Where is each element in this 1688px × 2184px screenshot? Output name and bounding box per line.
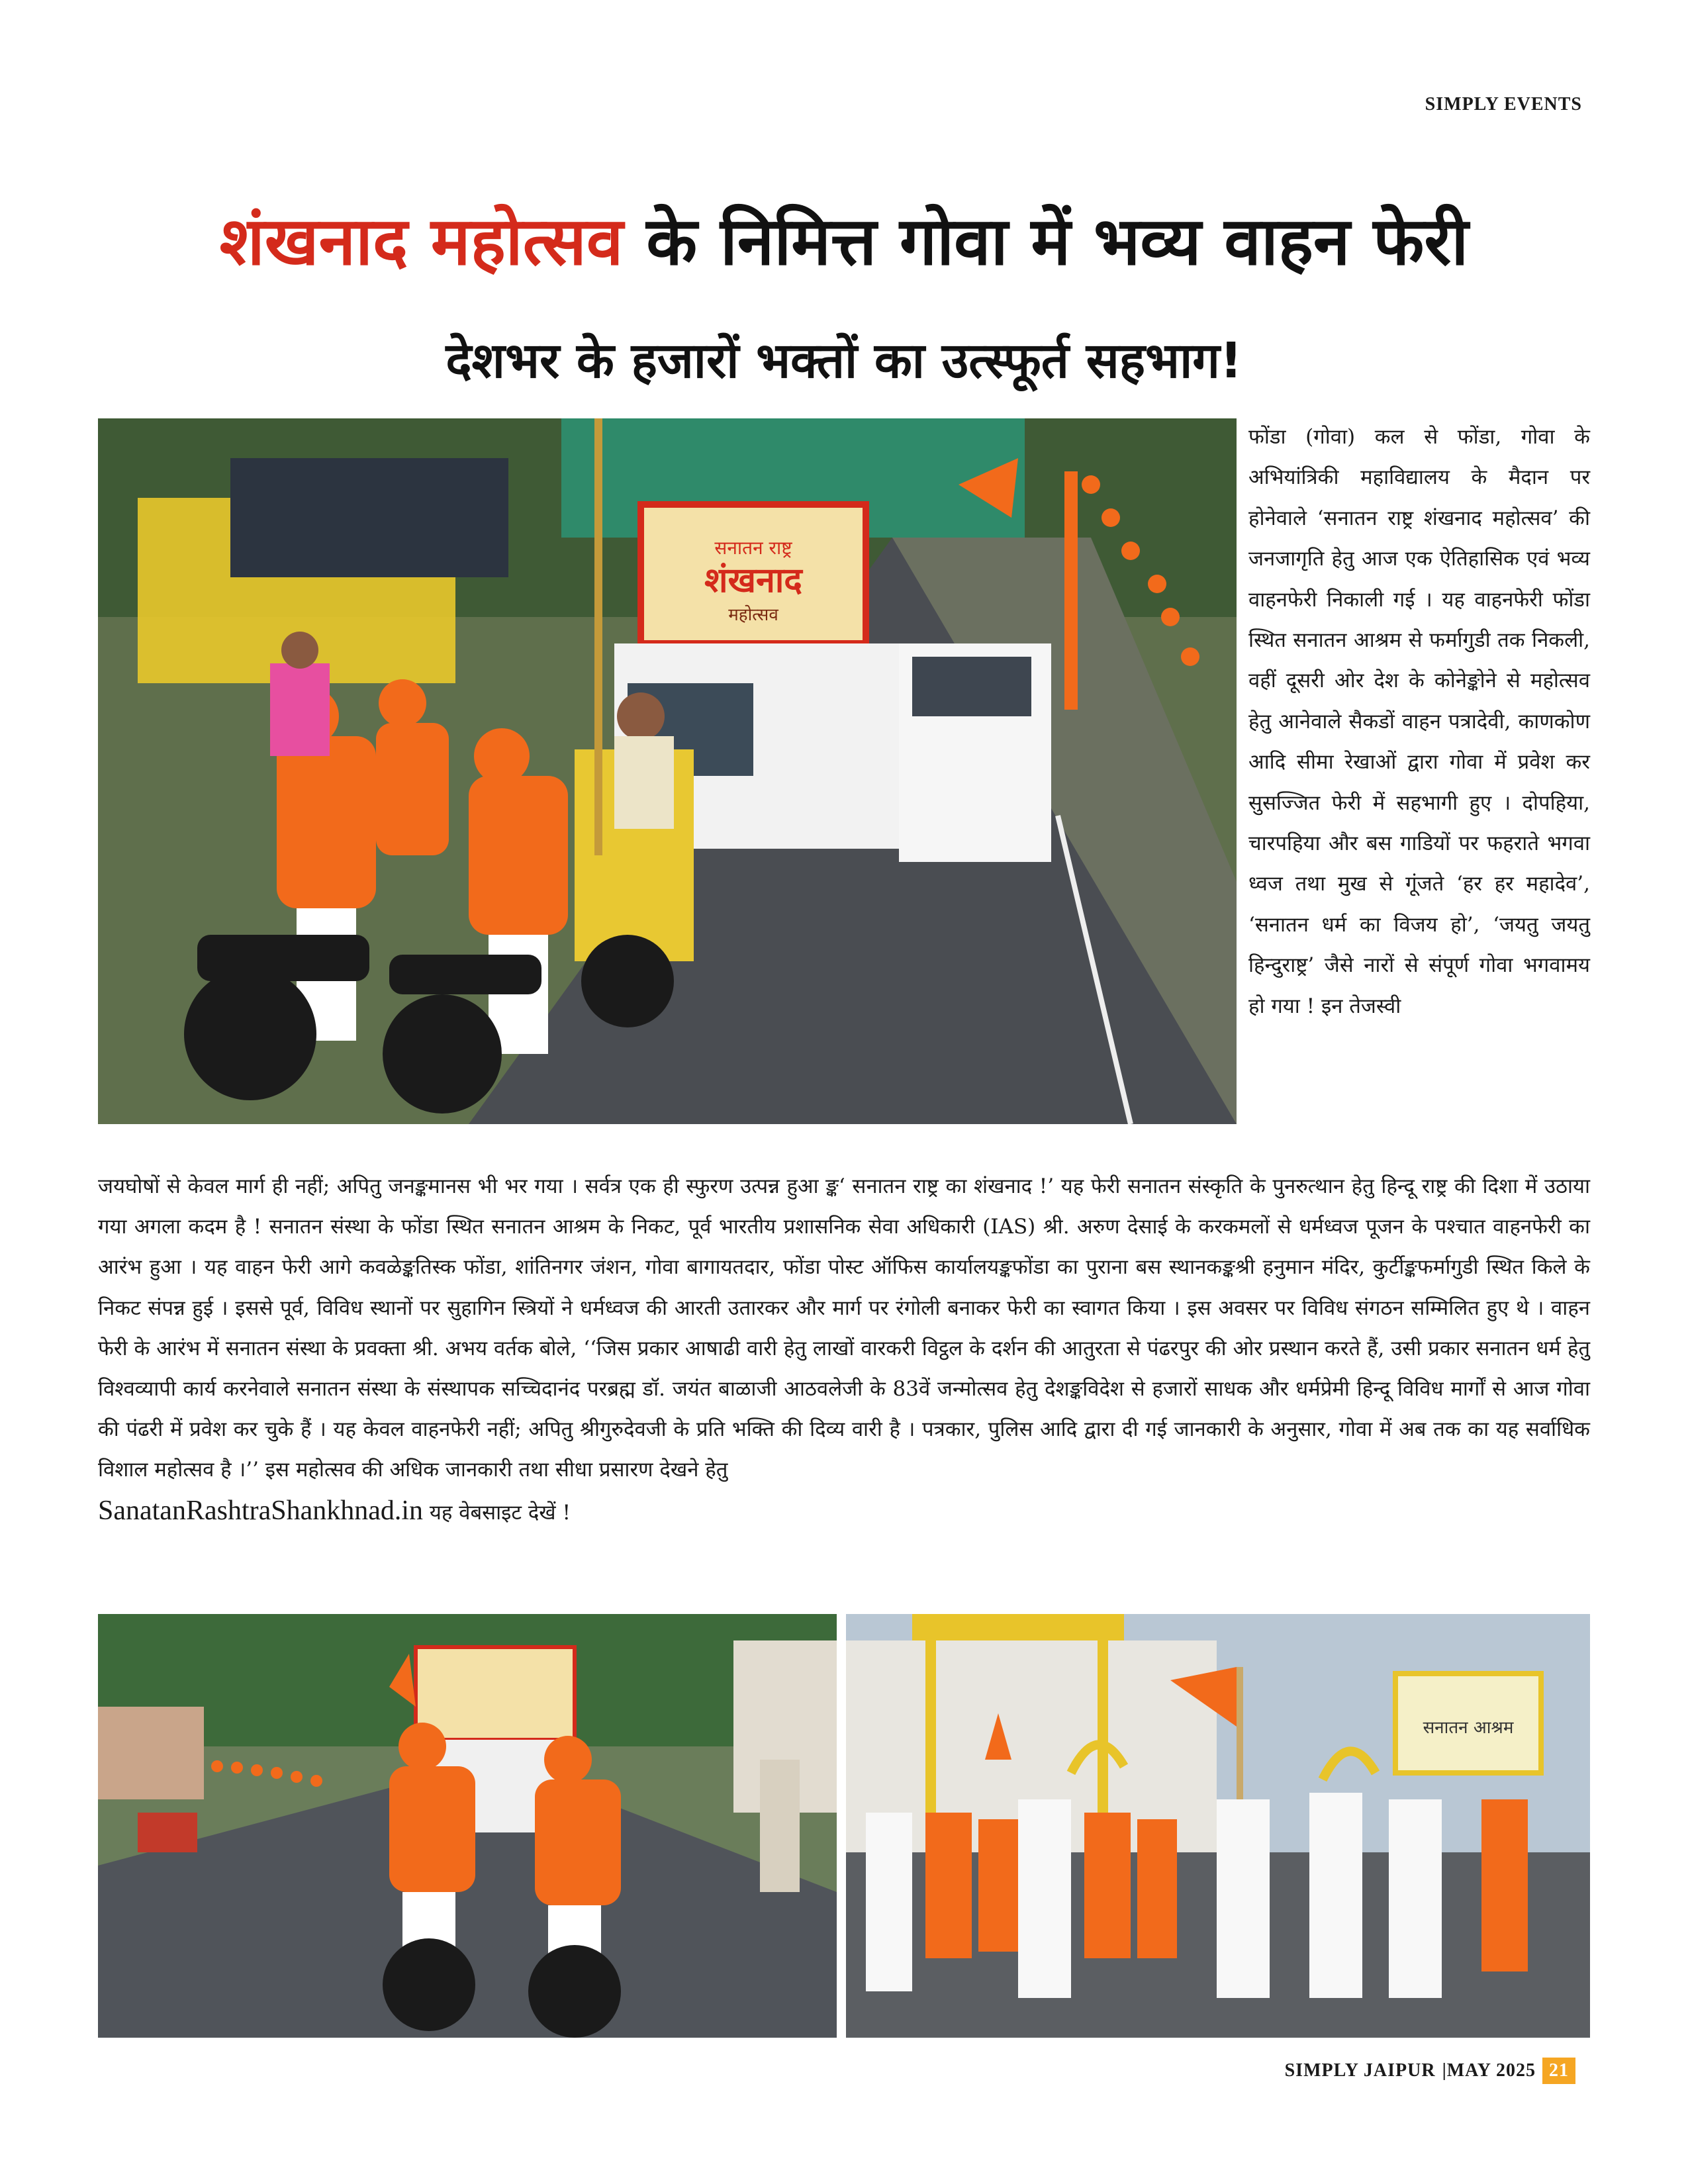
magazine-name: SIMPLY JAIPUR: [1284, 2060, 1436, 2081]
dharmadhwaj-pujan-photo: [846, 1614, 1590, 2038]
banner-line3: महोत्सव: [728, 605, 778, 625]
article-side-column: फोंडा (गोवा) कल से फोंडा, गोवा के अभियांत्रिकी महाविद्यालय के मैदान पर होनेवाले ‘सनातन राष्ट्र शंखनाद महोत्सव’ की जनजागृति हेतु आज एक ऐतिहासिक एवं भव्य वाहनफेरी निकाली गई । यह वाहनफेरी फोंडा स्थित सनातन आश्रम से फर्मागुडी तक निकली, वहीं दूसरी ओर देश के कोनेङ्कोने से महोत्सव हेतु आनेवाले सैकडों वाहन पत्रादेवी, काणकोण आदि सीमा रेखाओं द्वारा गोवा में प्रवेश कर सुसज्जित फेरी में सहभागी हुए । दोपहिया, चारपहिया और बस गाडियों पर फहराते भगवा ध्वज तथा मुख से गूंजते ‘हर हर महादेव’, ‘सनातन धर्म का विजय हो’, ‘जयतु जयतु हिन्दुराष्ट्र’ जैसे नारों से संपूर्ण गोवा भगवामय हो गया ! इन तेजस्वी: [1248, 425, 1590, 1018]
website-suffix: यह वेबसाइट देखें !: [423, 1500, 571, 1525]
banner-line1: सनातन राष्ट्र: [714, 537, 792, 559]
rally-street-photo: [98, 1614, 837, 2038]
rally-main-photo: [98, 418, 1237, 1124]
section-tag: SIMPLY EVENTS: [1425, 94, 1582, 115]
page-footer: [1285, 2056, 1575, 2085]
headline-rest: के निमित्त गोवा में भव्य वाहन फेरी: [646, 203, 1469, 280]
page-number-badge: 21: [1542, 2058, 1575, 2084]
article-body: [98, 1166, 1590, 1590]
banner-line2: शंखनाद: [704, 561, 802, 600]
headline-highlight: शंखनाद महोत्सव: [219, 203, 624, 280]
headline: [0, 192, 1688, 291]
ashram-sign: सनातन आश्रम: [1423, 1718, 1514, 1738]
issue-date: |MAY 2025: [1442, 2060, 1536, 2081]
article-body-paragraph: जयघोषों से केवल मार्ग ही नहीं; अपितु जनङ्कमानस भी भर गया । सर्वत्र एक ही स्फुरण उत्पन्न हुआ ङ्क‘ सनातन राष्ट्र का शंखनाद !’ यह फेरी सनातन संस्कृति के पुनरुत्थान हेतु हिन्दू राष्ट्र की दिशा में उठाया गया अगला कदम है ! सनातन संस्था के फोंडा स्थित सनातन आश्रम के निकट, पूर्व भारतीय प्रशासनिक सेवा अधिकारी (IAS) श्री. अरुण देसाई के करकमलों से धर्मध्वज पूजन के पश्चात वाहनफेरी का आरंभ हुआ । यह वाहन फेरी आगे कवळेङ्कतिस्क फोंडा, शांतिनगर जंशन, गोवा बागायतदार, फोंडा पोस्ट ऑफिस कार्यालयङ्कफोंडा का पुराना बस स्थानकङ्कश्री हनुमान मंदिर, कुर्टीङ्कफर्मागुडी स्थित किले के निकट संपन्न हुई । इससे पूर्व, विविध स्थानों पर सुहागिन स्त्रियों ने धर्मध्वज की आरती उतारकर और मार्ग पर रंगोली बनाकर फेरी का स्वागत किया । इस अवसर पर विविध संगठन सम्मिलित हुए थे । वाहन फेरी के आरंभ में सनातन संस्था के प्रवक्ता श्री. अभय वर्तक बोले, ‘‘जिस प्रकार आषाढी वारी हेतु लाखों वारकरी विट्ठल के दर्शन की आतुरता से पंढरपुर की ओर प्रस्थान करते हैं, उसी प्रकार सनातन धर्म हेतु विश्वव्यापी कार्य करनेवाले सनातन संस्था के संस्थापक सच्चिदानंद परब्रह्म डॉ. जयंत बाळाजी आठवलेजी के 83वें जन्मोत्सव हेतु देशङ्कविदेश से हजारों साधक और धर्मप्रेमी हिन्दू विविध मार्गों से आज गोवा की पंढरी में प्रवेश कर चुके हैं । यह केवल वाहनफेरी नहीं; अपितु श्रीगुरुदेवजी के प्रति भक्ति की दिव्य वारी है । पत्रकार, पुलिस आदि द्वारा दी गई जानकारी के अनुसार, गोवा में अब तक का यह सर्वाधिक विशाल महोत्सव है ।’’ इस महोत्सव की अधिक जानकारी तथा सीधा प्रसारण देखने हेतु: [98, 1174, 1590, 1482]
website-link[interactable]: SanatanRashtraShankhnad.in: [98, 1495, 424, 1526]
subheadline: देशभर के हजारों भक्तों का उत्स्फूर्त सहभाग!: [445, 332, 1243, 389]
